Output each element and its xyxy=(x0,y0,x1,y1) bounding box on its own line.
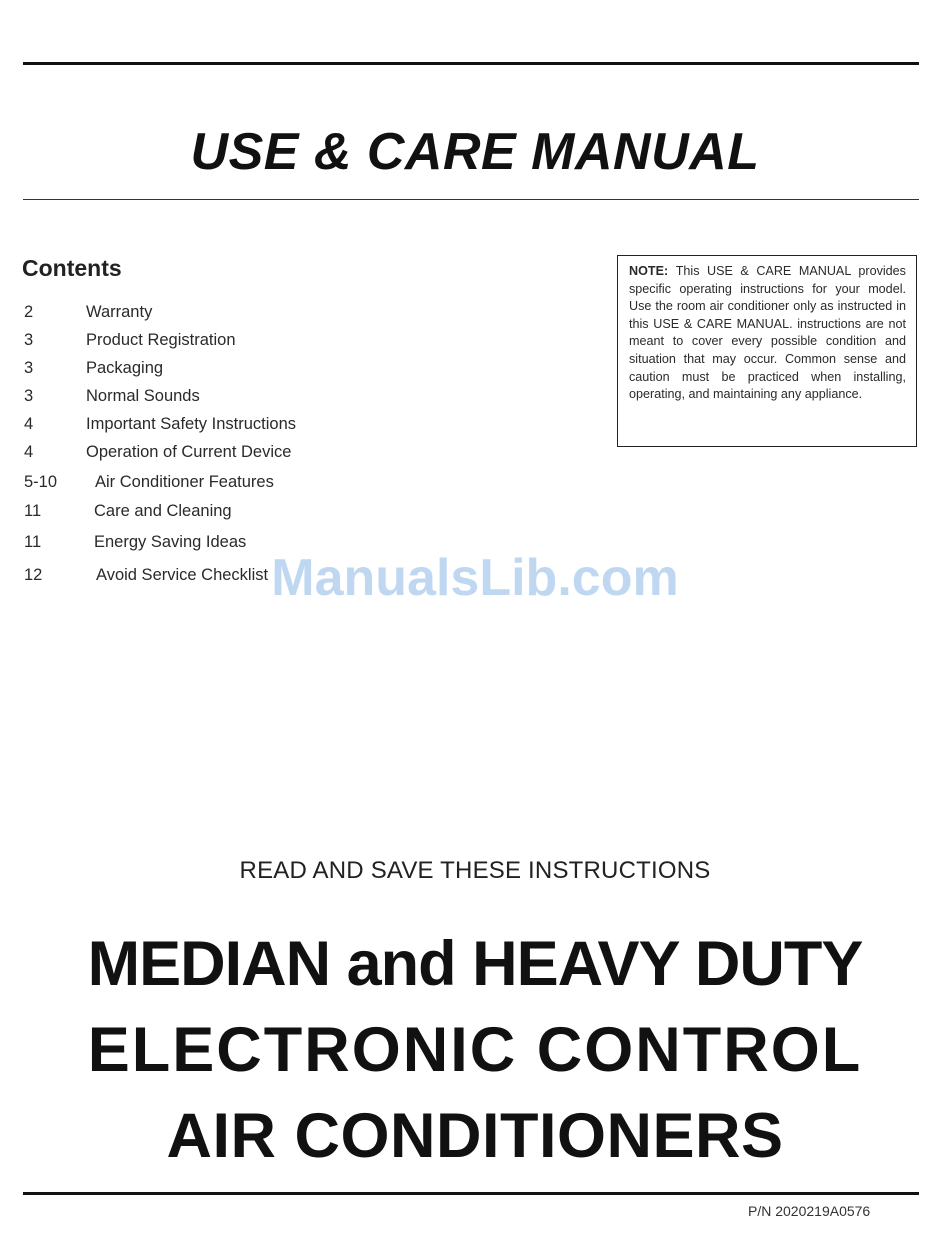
toc-item-title: Air Conditioner Features xyxy=(95,473,274,491)
toc-item-title: Operation of Current Device xyxy=(86,443,292,461)
toc-item-title: Product Registration xyxy=(86,331,236,349)
toc-page-number: 3 xyxy=(24,359,34,377)
top-divider xyxy=(23,62,919,65)
toc-item-title: Normal Sounds xyxy=(86,387,200,405)
note-label: NOTE: xyxy=(629,264,676,278)
product-title-line-1: MEDIAN and HEAVY DUTY xyxy=(87,929,863,999)
toc-page-number: 3 xyxy=(24,387,34,405)
part-number: P/N 2020219A0576 xyxy=(748,1203,871,1219)
toc-page-number: 5-10 xyxy=(24,473,58,491)
toc-item-title: Avoid Service Checklist xyxy=(96,566,269,584)
toc-item-title: Warranty xyxy=(86,303,153,321)
toc-page-number: 4 xyxy=(24,415,34,433)
toc-item-title: Energy Saving Ideas xyxy=(94,533,247,551)
toc-item-title: Packaging xyxy=(86,359,164,377)
toc-page-number: 12 xyxy=(24,566,43,584)
toc-item-title: Care and Cleaning xyxy=(94,502,232,520)
toc-page-number: 2 xyxy=(24,303,34,321)
bottom-divider xyxy=(23,1192,919,1195)
toc-page-number: 11 xyxy=(24,502,42,520)
instructions-notice: READ AND SAVE THESE INSTRUCTIONS xyxy=(239,857,711,884)
product-title-line-2: ELECTRONIC CONTROL xyxy=(87,1015,863,1085)
toc-page-number: 4 xyxy=(24,443,34,461)
title-divider xyxy=(23,199,919,200)
toc-item-title: Important Safety Instructions xyxy=(86,415,297,433)
toc-page-number: 3 xyxy=(24,331,34,349)
product-title-line-3: AIR CONDITIONERS xyxy=(166,1101,784,1171)
contents-heading: Contents xyxy=(22,255,122,281)
watermark: ManualsLib.com xyxy=(271,549,679,607)
note-text: This USE & CARE MANUAL provides specific operating instructions for your model. Use the room air conditioner only as instructed in this USE & CARE MANUAL. instructions are not meant to cover every possible condition and situation that may occur. Common sense and caution must be practiced when installing, operating, and maintaining any appliance. xyxy=(629,264,906,402)
note-box xyxy=(617,255,917,447)
toc-page-number: 11 xyxy=(24,533,42,551)
manual-title: USE & CARE MANUAL xyxy=(190,123,760,181)
